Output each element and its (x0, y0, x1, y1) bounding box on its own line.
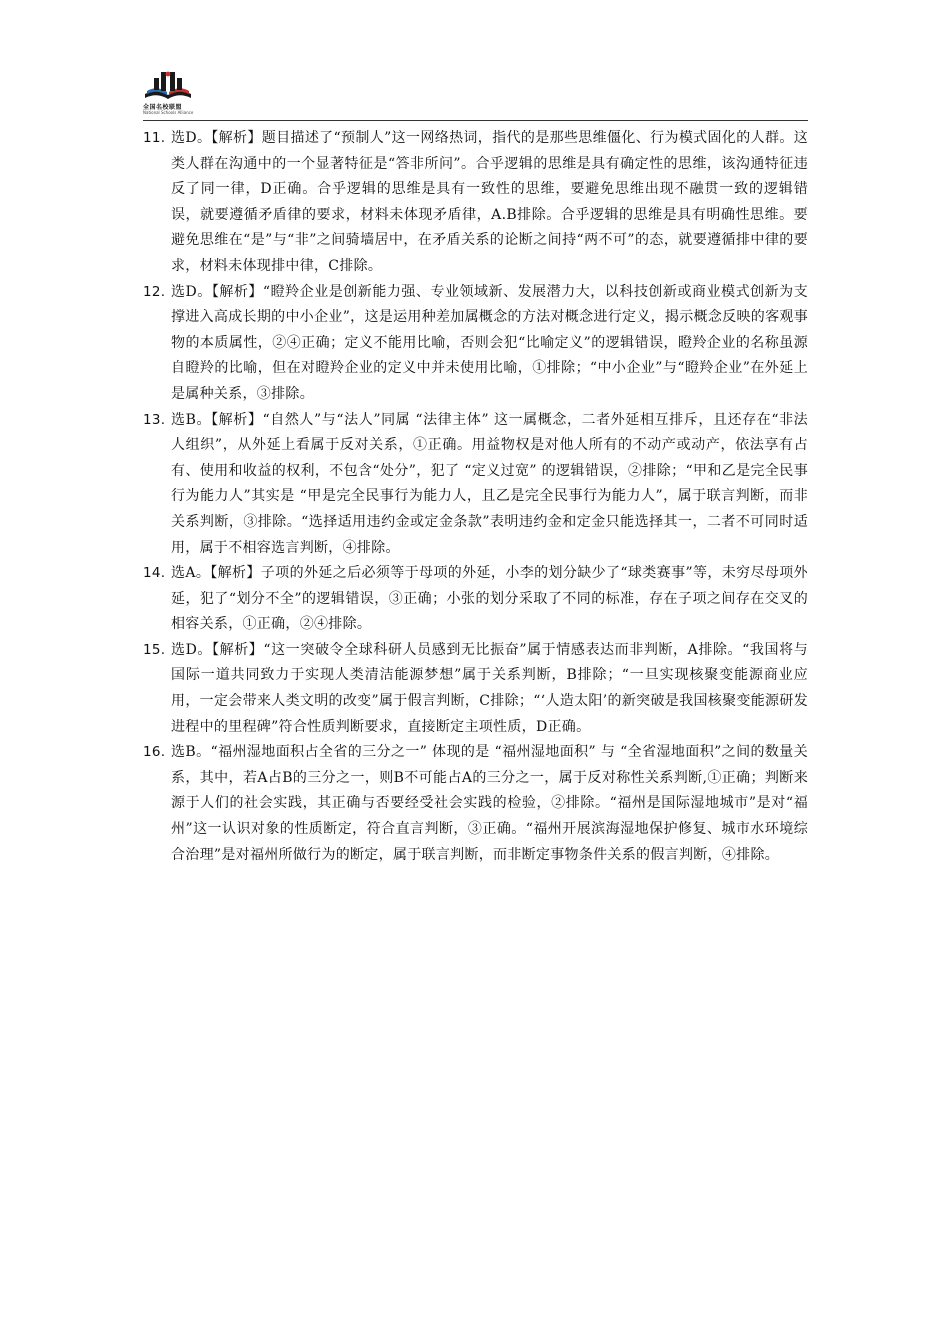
answer-text: 选D。【解析】“这一突破令全球科研人员感到无比振奋”属于情感表达而非判断，A排除。“我国将与国际一道共同致力于实现人类清洁能源梦想”属于关系判断，B排除；“一旦实现核聚变能源商业应用，一定会带来人类文明的改变”属于假言判断，C排除；“‘人造太阳’的新突破是我国核聚变能源研发进程中的里程碑”符合性质判断要求，直接断定主项性质，D正确。 (171, 641, 808, 735)
logo-chinese-text: 全国名校联盟 (143, 104, 183, 111)
question-number: 13. (143, 411, 166, 428)
page-header (143, 68, 808, 120)
answer-text: 选D。【解析】题目描述了“预制人”这一网络热词，指代的是那些思维僵化、行为模式固化的人群。这类人群在沟通中的一个显著特征是“答非所问”。合乎逻辑的思维是具有确定性的思维，该沟通特征违反了同一律，D正确。合乎逻辑的思维是具有一致性的思维，要避免思维出现不融贯一致的逻辑错误，就要遵循矛盾律的要求，材料未体现矛盾律，A.B排除。合乎逻辑的思维是具有明确性思维。要避免思维在“是”与“非”之间骑墙居中，在矛盾关系的论断之间持“两不可”的态，就要遵循排中律的要求，材料未体现排中律，C排除。 (171, 130, 808, 274)
answer-text: 选D。【解析】“瞪羚企业是创新能力强、专业领域新、发展潜力大，以科技创新或商业模式创新为支撑进入高成长期的中小企业”，这是运用种差加属概念的方法对概念进行定义，揭示概念反映的客观事物的本质属性，②④正确；定义不能用比喻，否则会犯“比喻定义”的逻辑错误，瞪羚企业的名称虽源自瞪羚的比喻，但在对瞪羚企业的定义中并未使用比喻，①排除；“中小企业”与“瞪羚企业”在外延上是属种关系，③排除。 (171, 283, 808, 402)
question-number: 12. (143, 283, 166, 300)
answer-item-16 (143, 740, 808, 868)
answer-item-11 (143, 126, 808, 280)
alliance-logo (143, 68, 193, 114)
answer-text: 选A。【解析】子项的外延之后必须等于母项的外延，小李的划分缺少了“球类赛事”等，未穷尽母项外延，犯了“划分不全”的逻辑错误，③正确；小张的划分采取了不同的标准，存在子项之间存在交叉的相容关系，①正确，②④排除。 (171, 565, 808, 633)
answer-text: 选B。【解析】“自然人”与“法人”同属 “法律主体” 这一属概念，二者外延相互排斥，且还存在“非法人组织”，从外延上看属于反对关系，①正确。用益物权是对他人所有的不动产或动产，依法享有占有、使用和收益的权利，不包含“处分”，犯了 “定义过宽” 的逻辑错误，②排除；“甲和乙是完全民事行为能力人”其实是 “甲是完全民事行为能力人，且乙是完全民事行为能力人”，属于联言判断，而非关系判断，③排除。“选择适用违约金或定金条款”表明违约金和定金只能选择其一，二者不可同时适用，属于不相容选言判断，④排除。 (171, 411, 808, 556)
question-number: 16. (143, 744, 166, 761)
logo-english-text: National Schools Alliance (143, 110, 194, 115)
answer-item-14 (143, 561, 808, 638)
question-number: 11. (143, 130, 166, 146)
answer-item-13 (143, 408, 808, 562)
answer-text: 选B。“福州湿地面积占全省的三分之一” 体现的是 “福州湿地面积” 与 “全省湿地面积”之间的数量关系，其中，若A占B的三分之一，则B不可能占A的三分之一，属于反对称性关系判断,①正确；判断来源于人们的社会实践，其正确与否要经受社会实践的检验，②排除。“福州是国际湿地城市”是对“福州”这一认识对象的性质断定，符合直言判断，③正确。“福州开展滨海湿地保护修复、城市水环境综合治理”是对福州所做行为的断定，属于联言判断，而非断定事物条件关系的假言判断，④排除。 (171, 744, 808, 863)
book-logo-icon (143, 68, 193, 102)
header-divider (143, 120, 808, 121)
question-number: 14. (143, 565, 166, 582)
answer-item-15 (143, 638, 808, 740)
question-number: 15. (143, 641, 166, 658)
answer-list (143, 126, 808, 868)
answer-item-12 (143, 280, 808, 408)
